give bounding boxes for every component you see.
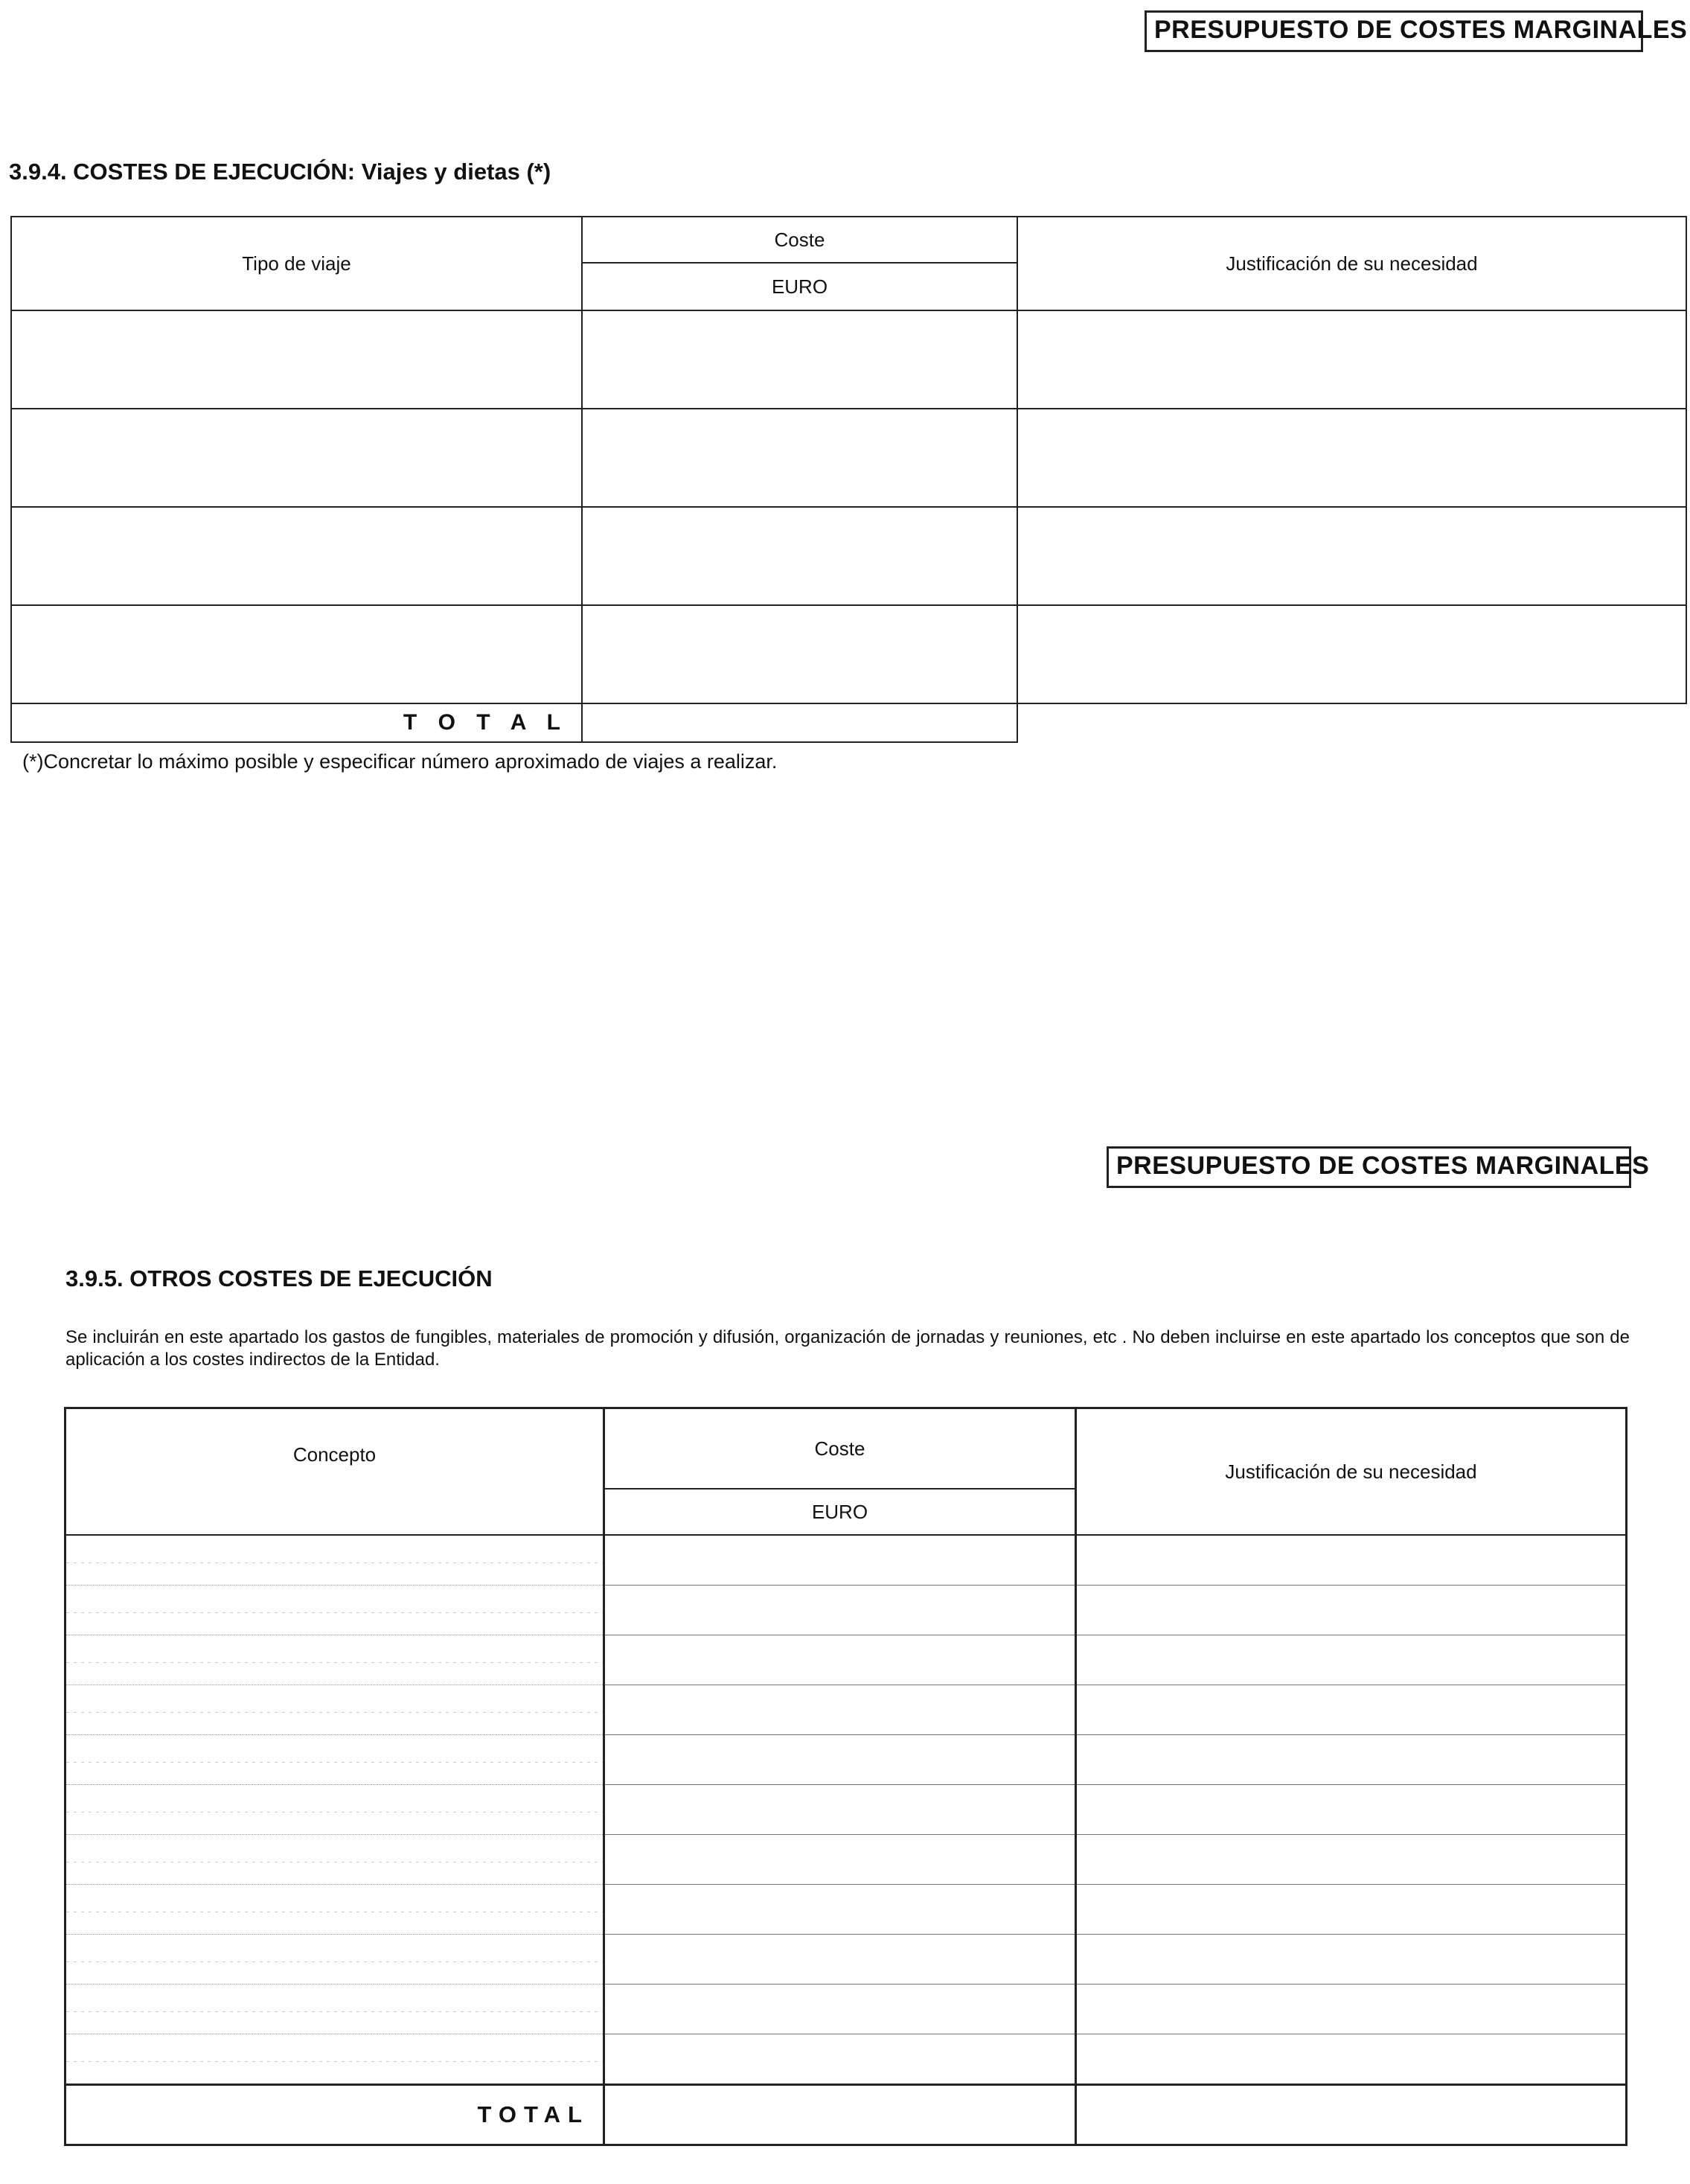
header-justificacion: Justificación de su necesidad [1076,1408,1627,1536]
justificacion-field[interactable] [1076,1685,1627,1735]
coste-field[interactable] [604,2034,1076,2085]
justificacion-field[interactable] [1076,1785,1627,1835]
header-coste-unit: EURO [771,275,828,298]
concepto-field[interactable] [65,1535,604,1586]
concepto-field[interactable] [65,2034,604,2085]
tipo-viaje-field[interactable] [11,310,582,409]
justificacion-field[interactable] [1076,1885,1627,1935]
coste-field[interactable] [582,310,1017,409]
justificacion-field[interactable] [1076,1835,1627,1885]
footnote: (*)Concretar lo máximo posible y especificar número aproximado de viajes a realizar. [22,750,778,773]
dotted-line [66,1586,603,1635]
coste-field[interactable] [582,507,1017,605]
table-row [65,1835,1627,1885]
header-coste [582,217,1017,310]
total-label: T O T A L [11,703,582,742]
table-row [65,1885,1627,1935]
table-row [65,1735,1627,1785]
table-row [65,1985,1627,2034]
budget-stamp: PRESUPUESTO DE COSTES MARGINALES [1145,10,1643,52]
justificacion-field[interactable] [1076,1985,1627,2034]
justificacion-field[interactable] [1017,310,1686,409]
total-row [11,703,1686,742]
dotted-line [66,2034,603,2084]
dotted-line [66,1785,603,1834]
coste-field[interactable] [582,409,1017,507]
concepto-field[interactable] [65,1785,604,1835]
total-coste-field[interactable] [582,703,1017,742]
coste-field[interactable] [582,605,1017,703]
header-tipo-viaje: Tipo de viaje [11,217,582,310]
tipo-viaje-field[interactable] [11,507,582,605]
concepto-field[interactable] [65,1586,604,1635]
dotted-line [66,1885,603,1934]
total-coste-field[interactable] [604,2085,1076,2145]
other-costs-body [65,1535,1627,2085]
coste-field[interactable] [604,1785,1076,1835]
coste-field[interactable] [604,1535,1076,1586]
coste-field[interactable] [604,1835,1076,1885]
concepto-field[interactable] [65,1635,604,1685]
coste-field[interactable] [604,1635,1076,1685]
tipo-viaje-field[interactable] [11,605,582,703]
table-header-row [11,217,1686,310]
empty-cell [1076,2085,1627,2145]
justificacion-field[interactable] [1076,1535,1627,1586]
other-costs-table [64,1407,1627,2146]
coste-field[interactable] [604,1685,1076,1735]
table-row [65,1635,1627,1685]
header-coste-unit: EURO [811,1500,868,1523]
coste-field[interactable] [604,1735,1076,1785]
justificacion-field[interactable] [1076,1735,1627,1785]
justificacion-field[interactable] [1076,1635,1627,1685]
total-row [65,2085,1627,2145]
total-label: TOTAL [65,2085,604,2145]
dotted-line [66,1735,603,1784]
table-row [65,1535,1627,1586]
table-row [11,605,1686,703]
section-description: Se incluirán en este apartado los gastos de fungibles, materiales de promoción y difusión, organización de jornadas y reuniones, etc . No deben incluirse en este apartado los conceptos que son de aplicación a los costes indirectos de la Entidad. [65,1327,1630,1370]
table-row [65,1586,1627,1635]
dotted-line [66,1835,603,1884]
concepto-field[interactable] [65,1935,604,1985]
justificacion-field[interactable] [1076,1935,1627,1985]
budget-stamp: PRESUPUESTO DE COSTES MARGINALES [1107,1146,1631,1188]
coste-field[interactable] [604,1885,1076,1935]
tipo-viaje-field[interactable] [11,409,582,507]
empty-cell [1017,703,1686,742]
justificacion-field[interactable] [1017,507,1686,605]
concepto-field[interactable] [65,1835,604,1885]
justificacion-field[interactable] [1076,1586,1627,1635]
table-row [65,2034,1627,2085]
header-concepto: Concepto [65,1408,604,1536]
justificacion-field[interactable] [1017,409,1686,507]
justificacion-field[interactable] [1076,2034,1627,2085]
table-row [65,1935,1627,1985]
header-coste-label: Coste [605,1409,1075,1489]
table-row [65,1685,1627,1735]
concepto-field[interactable] [65,1685,604,1735]
dotted-line [66,1635,603,1685]
header-coste-label: Coste [583,217,1017,264]
dotted-line [66,1685,603,1734]
table-row [11,409,1686,507]
header-justificacion: Justificación de su necesidad [1017,217,1686,310]
dotted-line [66,1935,603,1984]
dotted-line [66,1536,603,1585]
concepto-field[interactable] [65,1735,604,1785]
coste-field[interactable] [604,1586,1076,1635]
header-coste [604,1408,1076,1536]
dotted-line [66,1985,603,2034]
concepto-field[interactable] [65,1985,604,2034]
section-heading-other-costs: 3.9.5. OTROS COSTES DE EJECUCIÓN [65,1265,493,1291]
table-row [11,507,1686,605]
travel-costs-table [10,216,1687,743]
coste-field[interactable] [604,1985,1076,2034]
concepto-field[interactable] [65,1885,604,1935]
table-row [11,310,1686,409]
table-header-row [65,1408,1627,1536]
table-row [65,1785,1627,1835]
coste-field[interactable] [604,1935,1076,1985]
justificacion-field[interactable] [1017,605,1686,703]
section-heading-travel: 3.9.4. COSTES DE EJECUCIÓN: Viajes y dietas (*) [9,159,551,185]
